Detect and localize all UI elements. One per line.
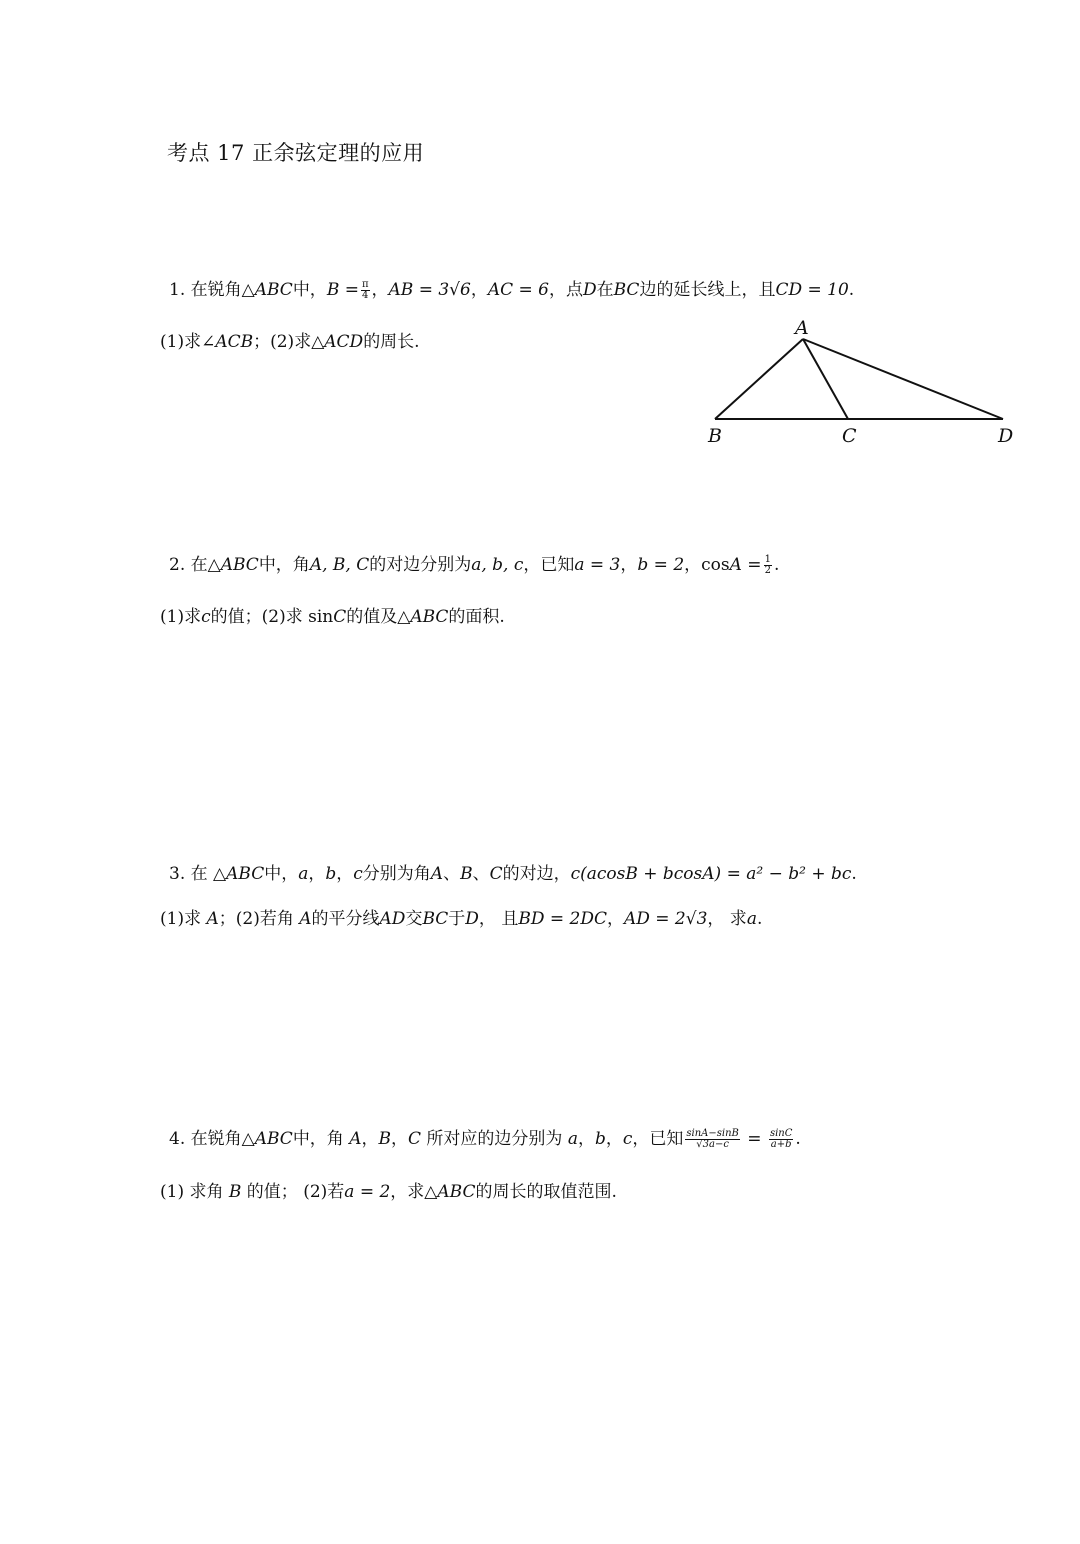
text: 中，	[264, 864, 299, 884]
math: b	[325, 864, 337, 884]
text: 中，	[292, 280, 327, 300]
text: 的对边分别为	[369, 555, 472, 575]
math: ABC	[254, 1129, 293, 1149]
math: D	[582, 280, 597, 300]
text: =	[741, 555, 762, 575]
text: 在 △	[190, 864, 227, 884]
math: AD	[379, 909, 406, 929]
text: ，	[606, 909, 624, 929]
text: ，	[391, 1129, 408, 1149]
segment-ad	[803, 339, 1003, 419]
text: ，cos	[684, 555, 730, 575]
label-b: B	[708, 425, 722, 447]
text: .	[851, 864, 857, 884]
text: ，已知	[523, 555, 575, 575]
math: BC	[613, 280, 640, 300]
fraction-denominator: 4	[362, 290, 369, 301]
text: ，	[371, 280, 389, 300]
segment-ac	[803, 339, 848, 419]
label-d: D	[998, 425, 1014, 447]
text: ， 且	[478, 909, 519, 929]
math: C	[408, 1129, 422, 1149]
text: 的值及△	[346, 607, 411, 627]
question-3-parts	[160, 904, 762, 929]
text: ；(2)若角	[218, 909, 300, 929]
text: ，点	[548, 280, 583, 300]
question-2-parts	[160, 602, 505, 627]
math: ABC	[226, 864, 265, 884]
text: ，求△	[390, 1182, 438, 1202]
fraction-numerator: sinA−sinB	[686, 1127, 739, 1139]
text: ，	[577, 1129, 595, 1149]
math: B	[460, 864, 473, 884]
math: BC	[422, 909, 449, 929]
math: A	[729, 555, 742, 575]
text: .	[795, 1129, 801, 1149]
text: 边的延长线上，且	[639, 280, 776, 300]
math: a	[746, 909, 757, 929]
text: .	[773, 555, 780, 575]
text: 中，角	[258, 555, 310, 575]
question-1-parts	[160, 327, 420, 352]
text: ，	[605, 1129, 623, 1149]
text: ，	[361, 1129, 379, 1149]
math: b = 2	[637, 555, 685, 575]
text: 的周长的取值范围.	[475, 1182, 617, 1202]
math: AB = 3√6	[388, 280, 471, 300]
math: A	[349, 1129, 362, 1149]
math: B	[378, 1129, 391, 1149]
text: ，	[470, 280, 488, 300]
fraction	[769, 1129, 793, 1151]
math: a = 2	[344, 1182, 391, 1202]
math: B =	[326, 280, 359, 300]
math: D	[465, 909, 479, 929]
fraction-numerator: sinC	[769, 1127, 793, 1139]
text: 、	[472, 864, 490, 884]
math: A	[206, 909, 219, 929]
math: b	[594, 1129, 606, 1149]
question-number: 4.	[169, 1129, 186, 1149]
text: 中，角	[292, 1129, 350, 1149]
text: 、	[443, 864, 461, 884]
math: ABC	[220, 555, 259, 575]
math: a	[567, 1129, 578, 1149]
math: C	[333, 607, 347, 627]
page-title: 考点 17 正余弦定理的应用	[167, 141, 425, 165]
text: 的面积.	[448, 607, 505, 627]
text: (1)求	[160, 909, 207, 929]
fraction-numerator: 1	[764, 553, 771, 565]
math: a	[298, 864, 309, 884]
question-4-parts	[160, 1177, 617, 1202]
text: (1) 求角	[160, 1182, 229, 1202]
fraction	[764, 555, 772, 577]
fraction	[361, 280, 370, 302]
text: .	[848, 280, 855, 300]
question-number: 1.	[169, 280, 186, 300]
fraction	[685, 1129, 740, 1151]
math: A	[299, 909, 312, 929]
text: (1)求	[160, 607, 202, 627]
math: B	[228, 1182, 242, 1202]
question-1-statement	[169, 275, 854, 302]
fraction-denominator: √3a−c	[696, 1139, 729, 1150]
text: 的值；(2)求 sin	[210, 607, 334, 627]
text: 的对边，	[502, 864, 571, 884]
label-a: A	[795, 317, 809, 339]
text: ，	[620, 555, 638, 575]
fraction-numerator: π	[361, 278, 369, 290]
math: ACD	[324, 332, 364, 352]
math: a, b, c	[471, 555, 524, 575]
text: .	[756, 909, 763, 929]
text: 在	[596, 280, 614, 300]
label-c: C	[842, 425, 857, 447]
question-number: 3.	[169, 864, 186, 884]
math: c	[622, 1129, 633, 1149]
math: a = 3	[574, 555, 621, 575]
math: C	[489, 864, 503, 884]
text: ，	[308, 864, 326, 884]
math: A	[430, 864, 444, 884]
text: 在锐角△	[190, 280, 255, 300]
question-2-statement	[169, 550, 779, 577]
math: c(acosB + bcosA) = a² − b² + bc	[570, 864, 852, 884]
fraction-denominator: a+b	[770, 1139, 792, 1150]
text: 的值； (2)若	[241, 1182, 345, 1202]
text: 在锐角△	[190, 1129, 255, 1149]
question-number: 2.	[169, 555, 186, 575]
math: CD = 10	[775, 280, 849, 300]
fraction-denominator: 2	[764, 565, 771, 576]
text: 交	[405, 909, 423, 929]
segment-ab	[715, 339, 803, 419]
question-4-statement	[169, 1124, 801, 1151]
text: (1)求∠	[160, 332, 216, 352]
text: =	[741, 1129, 767, 1149]
text: 的周长.	[363, 332, 420, 352]
math: A, B, C	[309, 555, 370, 575]
math: c	[353, 864, 363, 884]
text: 所对应的边分别为	[421, 1129, 568, 1149]
math: ACB	[215, 332, 254, 352]
text: ；(2)求△	[253, 332, 325, 352]
text: 在△	[190, 555, 221, 575]
math: ABC	[254, 280, 293, 300]
math: ABC	[410, 607, 449, 627]
text: 的平分线	[311, 909, 380, 929]
triangle-figure	[700, 312, 1030, 452]
math: AC = 6	[487, 280, 549, 300]
text: 分别为角	[362, 864, 431, 884]
question-3-statement	[169, 859, 857, 884]
math: c	[201, 607, 211, 627]
math: ABC	[437, 1182, 476, 1202]
text: 于	[448, 909, 466, 929]
text: ，已知	[632, 1129, 684, 1149]
text: ，	[336, 864, 354, 884]
math: AD = 2√3	[623, 909, 708, 929]
math: BD = 2DC	[518, 909, 607, 929]
text: ， 求	[707, 909, 747, 929]
